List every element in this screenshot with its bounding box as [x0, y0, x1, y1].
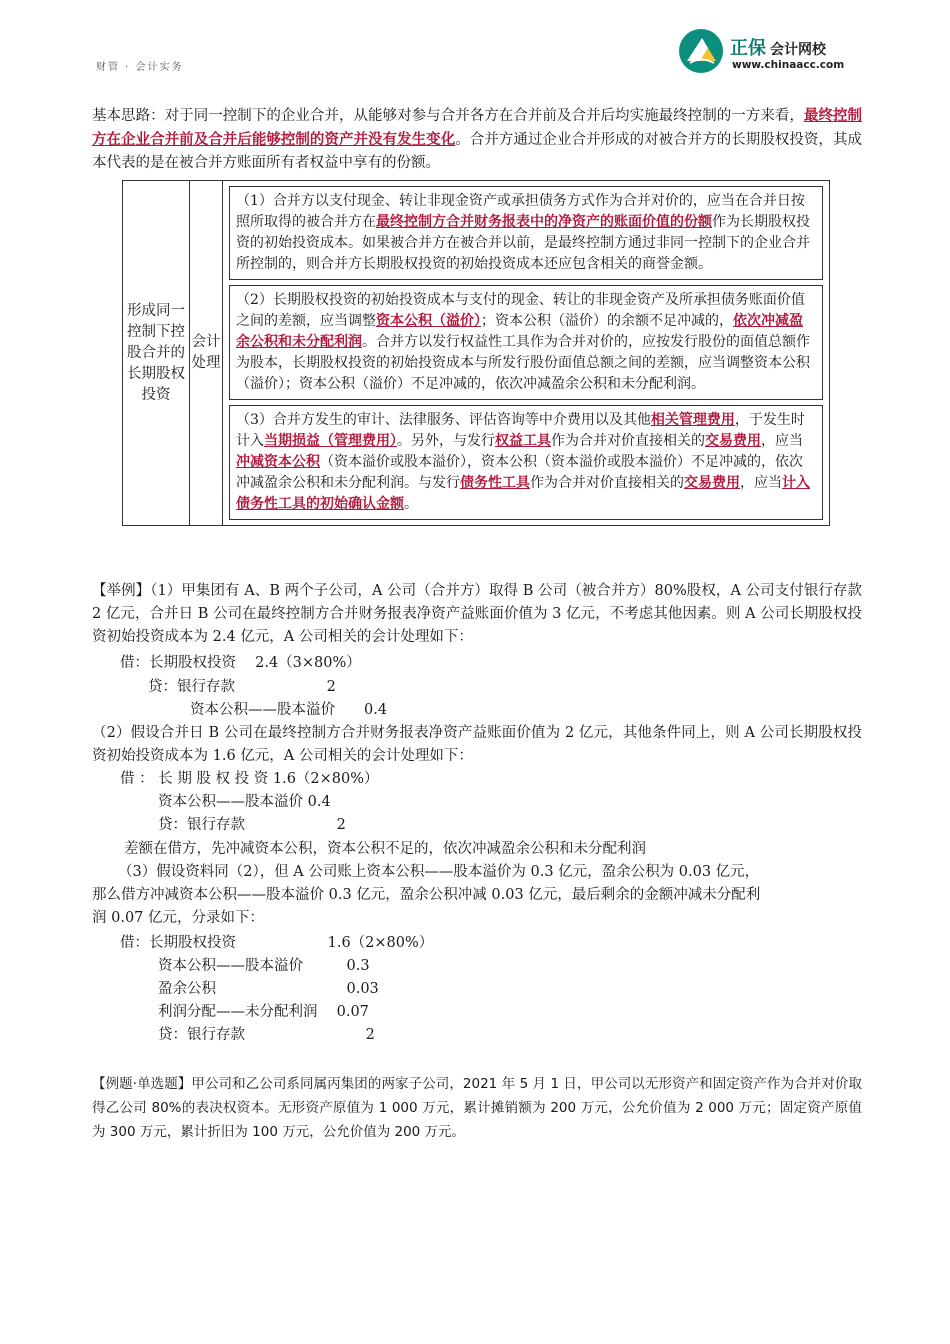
journal-3-debit-2: 资本公积——股本溢价 0.3 [158, 958, 370, 974]
example-3-line-1: （3）假设资料同（2），但 A 公司账上资本公积——股本溢价为 0.3 亿元，盈余公积为 0.03 亿元， [118, 864, 760, 880]
journal-2-credit: 贷：银行存款 2 [158, 817, 346, 833]
brand-url: www.chinaacc.com [732, 59, 845, 71]
example-3-line-3: 润 0.07 亿元，分录如下： [92, 910, 265, 926]
example-2-text: （2）假设合并日 B 公司在最终控制方合并财务报表净资产益账面价值为 2 亿元，其他条件同上，则 A 公司长期股权投资初始投资成本为 1.6 亿元，A 公司相关的会计处理如下： [92, 725, 862, 764]
example-3-line-2: 那么借方冲减资本公积——股本溢价 0.3 亿元，盈余公积冲减 0.03 亿元，最后剩余的金额冲减未分配利 [92, 887, 761, 903]
accounting-table [122, 180, 830, 526]
example-1-text: 【举例】（1）甲集团有 A、B 两个子公司，A 公司（合并方）取得 B 公司（被合并方）80%股权，A 公司支付银行存款 2 亿元，合并日 B 公司在最终控制方合并财务报表净资产益账面价值为 3 亿元，不考虑其他因素。则 A 公司长期股权投资初始投资成本为 2.4 亿元，A 公司相关的会计处理如下： [92, 583, 862, 645]
journal-1-credit-2: 资本公积——股本溢价 0.4 [190, 702, 388, 718]
journal-3-credit: 贷：银行存款 2 [158, 1027, 375, 1043]
journal-1-credit: 贷：银行存款 2 [148, 679, 336, 695]
journal-3-debit-3: 盈余公积 0.03 [158, 981, 379, 997]
journal-3-debit-4: 利润分配——未分配利润 0.07 [158, 1004, 369, 1020]
exam-question: 【例题·单选题】甲公司和乙公司系同属丙集团的两家子公司，2021 年 5 月 1 日，甲公司以无形资产和固定资产作为合并对价取得乙公司 80%的表决权资本。无形资产原值为 1 000 万元，累计摊销额为 200 万元，公允价值为 2 000 万元；固定资产原值为 300 万元，累计折旧为 100 万元，公允价值为 200 万元。 [92, 1076, 862, 1140]
brand-logo[interactable] [678, 28, 868, 74]
intro-paragraph: 基本思路：对于同一控制下的企业合并，从能够对参与合并各方在合并前及合并后均实施最终控制的一方来看，最终控制方在企业合并前及合并后能够控制的资产并没有发生变化。合并方通过企业合并形成的对被合并方的长期股权投资，其成本代表的是在被合并方账面所有者权益中享有的份额。 [92, 107, 863, 171]
note-2: 差额在借方，先冲减资本公积，资本公积不足的，依次冲减盈余公积和未分配利润 [124, 841, 646, 857]
table-content-cell [223, 181, 830, 526]
table-category-cell: 形成同一控制下控股合并的长期股权投资 [123, 181, 190, 526]
table-subcategory-cell: 会计处理 [190, 181, 223, 526]
journal-3-debit: 借：长期股权投资 1.6（2×80%） [120, 935, 434, 951]
rule-box-1: （1）合并方以支付现金、转让非现金资产或承担债务方式作为合并对价的，应当在合并日按照所取得的被合并方在最终控制方合并财务报表中的净资产的账面价值的份额作为长期股权投资的初始投资成本。如果被合并方在被合并以前，是最终控制方通过非同一控制下的企业合并所控制的，则合并方长期股权投资的初始投资成本还应包含相关的商誉金额。 [229, 186, 823, 280]
header-mark: 财管 · 会计实务 [96, 62, 184, 73]
rule-box-2: （2）长期股权投资的初始投资成本与支付的现金、转让的非现金资产及所承担债务账面价值之间的差额，应当调整资本公积（溢价）；资本公积（溢价）的余额不足冲减的，依次冲减盈余公积和未分配利润。合并方以发行权益性工具作为合并对价的，应按发行股份的面值总额作为股本，长期股权投资的初始投资成本与所发行股份面值总额之间的差额，应当调整资本公积（溢价）；资本公积（溢价）不足冲减的，依次冲减盈余公积和未分配利润。 [229, 285, 823, 400]
logo-icon [678, 28, 724, 74]
journal-2-debit: 借 ： 长 期 股 权 投 资 1.6（2×80%） [120, 771, 379, 787]
brand-name: 正保 会计网校 [730, 38, 826, 59]
rule-box-3: （3）合并方发生的审计、法律服务、评估咨询等中介费用以及其他相关管理费用，于发生时计入当期损益（管理费用）。另外，与发行权益工具作为合并对价直接相关的交易费用，应当冲减资本公积（资本溢价或股本溢价），资本公积（资本溢价或股本溢价）不足冲减的，依次冲减盈余公积和未分配利润。与发行债务性工具作为合并对价直接相关的交易费用，应当计入债务性工具的初始确认金额。 [229, 405, 823, 520]
journal-2-debit-2: 资本公积——股本溢价 0.4 [158, 794, 331, 810]
journal-1-debit: 借：长期股权投资 2.4（3×80%） [120, 655, 361, 671]
